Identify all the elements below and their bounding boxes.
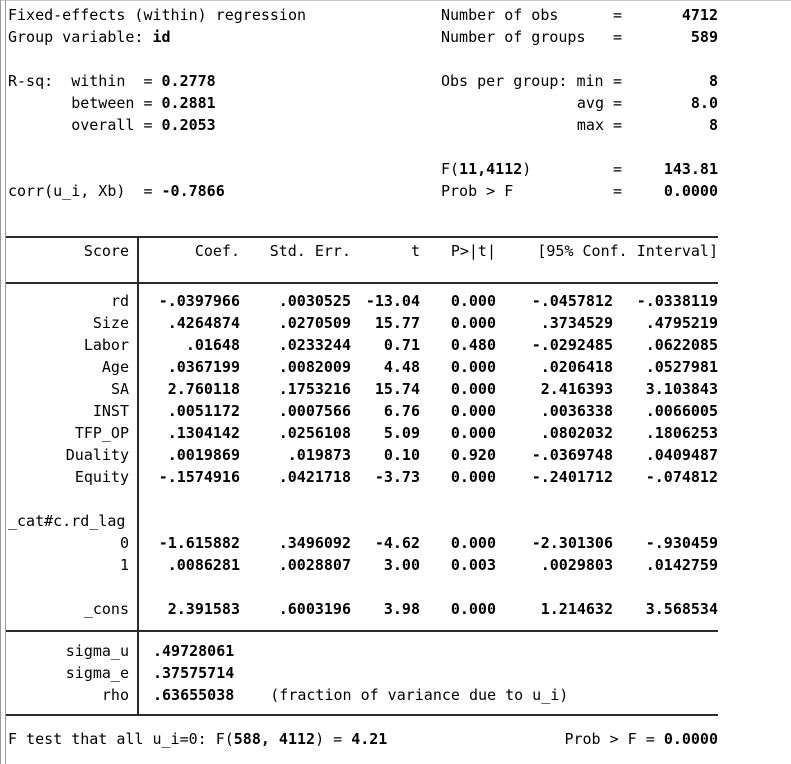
coef-value: .0367199	[167, 358, 240, 376]
stat-row-prob-f	[441, 180, 718, 202]
window-top-edge	[0, 0, 791, 1]
table-row-labor	[8, 334, 718, 356]
t-value: 3.98	[383, 600, 420, 618]
stat-row-obs-per-group-max	[441, 114, 718, 136]
rsq-overall-value: 0.2053	[161, 116, 216, 134]
sigma-e-row	[8, 662, 718, 684]
stat-value: 143.81	[663, 160, 718, 178]
rsq-between-label: between =	[8, 94, 162, 112]
table-header-rule	[6, 282, 718, 284]
equals-sign: =	[613, 160, 623, 178]
t-value: 0.71	[383, 336, 420, 354]
f-test-stat: 4.21	[351, 730, 388, 748]
table-bottom-rule	[6, 714, 718, 716]
stat-label	[441, 158, 604, 180]
ci-high-value: .1806253	[645, 424, 718, 442]
equals-sign: =	[613, 116, 623, 134]
stat-label: max	[576, 116, 604, 134]
stderr-value: .0256108	[278, 424, 351, 442]
window-left-edge-outer	[0, 0, 1, 764]
equals-sign: =	[613, 28, 623, 46]
t-value: 0.10	[383, 446, 420, 464]
f-test-df: 588, 4112	[233, 730, 316, 748]
var-label: Size	[92, 314, 129, 332]
spacer-line	[8, 136, 306, 158]
corr-line	[8, 180, 306, 202]
sigma-e-label: sigma_e	[65, 664, 129, 682]
sigma-u-label: sigma_u	[65, 642, 129, 660]
table-row-cons	[8, 598, 718, 620]
ci-high-value: -.0338119	[636, 292, 718, 310]
window-left-edge-inner	[5, 0, 6, 764]
coef-value: .01648	[185, 336, 240, 354]
coef-value: .0051172	[167, 402, 240, 420]
rsq-between-line	[8, 92, 306, 114]
stat-value: 0.0000	[663, 182, 718, 200]
corr-label: corr(u_i, Xb) =	[8, 182, 162, 200]
coef-value: .0086281	[167, 556, 240, 574]
stat-row-number-of-groups	[441, 26, 718, 48]
ci-high-value: .0066005	[645, 402, 718, 420]
stat-value: 589	[690, 28, 718, 46]
f-label-pre: F(	[441, 160, 460, 178]
rsq-within-line	[8, 70, 306, 92]
coef-value: -.0397966	[158, 292, 240, 310]
ci-low-value: 1.214632	[540, 600, 613, 618]
p-value: 0.000	[450, 380, 496, 398]
t-header: t	[410, 242, 420, 260]
p-value: 0.000	[450, 600, 496, 618]
equals-sign: =	[613, 6, 623, 24]
ci-high-value: -.074812	[645, 468, 718, 486]
var-label: _cons	[83, 600, 129, 618]
prob-f-label: Prob > F =	[564, 730, 664, 748]
p-value: 0.000	[450, 402, 496, 420]
table-row-blank	[8, 576, 718, 598]
equals-sign: =	[613, 72, 623, 90]
ci-low-value: .3734529	[540, 314, 613, 332]
table-header-row	[8, 240, 718, 262]
table-row-inst	[8, 400, 718, 422]
p-value: 0.000	[450, 424, 496, 442]
var-label: INST	[92, 402, 129, 420]
stat-row-obs-per-group-avg	[441, 92, 718, 114]
var-label: Duality	[65, 446, 129, 464]
ci-low-value: -.2401712	[531, 468, 613, 486]
var-label: rd	[110, 292, 129, 310]
regression-title: Fixed-effects (within) regression	[8, 6, 307, 24]
stat-label: Number of obs	[441, 6, 559, 24]
corr-value: -0.7866	[161, 182, 225, 200]
f-df-value: 11,4112	[459, 160, 523, 178]
spacer-line	[441, 48, 718, 70]
rho-note: (fraction of variance due to u_i)	[270, 686, 569, 704]
p-value: 0.000	[450, 468, 496, 486]
stderr-value: .0028807	[278, 556, 351, 574]
p-value: 0.003	[450, 556, 496, 574]
t-value: -13.04	[365, 292, 420, 310]
var-label: Equity	[74, 468, 129, 486]
t-value: 6.76	[383, 402, 420, 420]
table-row-cat1	[8, 554, 718, 576]
f-test-line	[8, 728, 718, 750]
rsq-overall-line	[8, 114, 306, 136]
stderr-value: .1753216	[278, 380, 351, 398]
rho-row	[8, 684, 718, 706]
t-value: 15.77	[374, 314, 420, 332]
coef-value: -.1574916	[158, 468, 240, 486]
stderr-value: .3496092	[278, 534, 351, 552]
ci-low-value: .0206418	[540, 358, 613, 376]
ci-low-value: .0029803	[540, 556, 613, 574]
t-value: 15.74	[374, 380, 420, 398]
stat-value: 8	[708, 116, 718, 134]
table-sigma-rule	[6, 630, 718, 632]
group-variable-value: id	[152, 28, 171, 46]
t-value: -3.73	[374, 468, 420, 486]
ci-low-value: -.0457812	[531, 292, 613, 310]
table-row-size	[8, 312, 718, 334]
stat-label: Prob > F	[441, 182, 514, 200]
var-label: 1	[119, 556, 129, 574]
rsq-overall-label: overall =	[8, 116, 162, 134]
ci-high-value: .0622085	[645, 336, 718, 354]
sigma-u-row	[8, 640, 718, 662]
p-value: 0.000	[450, 292, 496, 310]
f-label-post: )	[522, 160, 532, 178]
spacer-line	[8, 158, 306, 180]
stat-row-obs-per-group-min	[441, 70, 718, 92]
ci-high-value: 3.103843	[645, 380, 718, 398]
ci-low-value: -.0292485	[531, 336, 613, 354]
table-row-interaction-group	[8, 510, 718, 532]
stderr-value: .019873	[287, 446, 351, 464]
coef-header: Coef.	[194, 242, 240, 260]
f-test-pre: F test that all u_i=0: F(	[8, 730, 234, 748]
stat-value: 8.0	[690, 94, 718, 112]
rho-value: .63655038	[153, 686, 235, 704]
coef-value: 2.391583	[167, 600, 240, 618]
ci-low-value: -.0369748	[531, 446, 613, 464]
stderr-value: .0270509	[278, 314, 351, 332]
interaction-group-label: _cat#c.rd_lag	[8, 512, 126, 530]
stat-row-f-statistic	[441, 158, 718, 180]
coef-table-header	[8, 240, 718, 262]
coef-value: -1.615882	[158, 534, 240, 552]
column-gap	[129, 240, 139, 262]
t-value: 3.00	[383, 556, 420, 574]
t-value: 4.48	[383, 358, 420, 376]
stderr-value: .0233244	[278, 336, 351, 354]
p-value: 0.000	[450, 358, 496, 376]
table-row-tfp-op	[8, 422, 718, 444]
p-value: 0.000	[450, 314, 496, 332]
stderr-value: .0421718	[278, 468, 351, 486]
var-label: Age	[101, 358, 129, 376]
stderr-value: .0007566	[278, 402, 351, 420]
rsq-within-label: R-sq: within =	[8, 72, 162, 90]
ci-high-value: .0142759	[645, 556, 718, 574]
stat-label: avg	[576, 94, 604, 112]
stat-value: 8	[708, 72, 718, 90]
table-row-blank	[8, 488, 718, 510]
ci-low-value: -2.301306	[531, 534, 613, 552]
stderr-value: .6003196	[278, 600, 351, 618]
coef-value: .4264874	[167, 314, 240, 332]
coef-value: .0019869	[167, 446, 240, 464]
f-test-right	[564, 728, 718, 750]
t-value: -4.62	[374, 534, 420, 552]
coef-value: 2.760118	[167, 380, 240, 398]
table-row-sa	[8, 378, 718, 400]
prob-f-value: 0.0000	[663, 730, 718, 748]
model-header-block	[8, 4, 306, 202]
table-row-equity	[8, 466, 718, 488]
stderr-value: .0030525	[278, 292, 351, 310]
ci-high-value: .4795219	[645, 314, 718, 332]
ci-low-value: .0802032	[540, 424, 613, 442]
table-row-cat0	[8, 532, 718, 554]
table-row-age	[8, 356, 718, 378]
rsq-between-value: 0.2881	[161, 94, 216, 112]
spacer-line	[441, 136, 718, 158]
coef-table-body	[8, 290, 718, 620]
stats-block	[441, 4, 718, 202]
rho-label: rho	[101, 686, 129, 704]
sigma-e-value: .37575714	[153, 664, 235, 682]
var-label: SA	[110, 380, 129, 398]
stat-value: 4712	[681, 6, 718, 24]
variance-components-block	[8, 640, 718, 706]
depvar-header: Score	[83, 242, 129, 260]
stat-label: Number of groups	[441, 28, 586, 46]
ci-high-value: -.930459	[645, 534, 718, 552]
t-value: 5.09	[383, 424, 420, 442]
stat-label: Obs per group: min	[441, 72, 604, 90]
stderr-value: .0082009	[278, 358, 351, 376]
group-variable-label: Group variable:	[8, 28, 153, 46]
rsq-within-value: 0.2778	[161, 72, 216, 90]
f-test-left	[8, 728, 387, 750]
ci-high-value: .0409487	[645, 446, 718, 464]
group-variable-line	[8, 26, 306, 48]
p-value: 0.920	[450, 446, 496, 464]
ci-high-value: 3.568534	[645, 600, 718, 618]
ci-low-value: 2.416393	[540, 380, 613, 398]
p-header: P>|t|	[450, 242, 496, 260]
var-label: 0	[119, 534, 129, 552]
stderr-header: Std. Err.	[269, 242, 351, 260]
spacer-line	[8, 48, 306, 70]
var-label: Labor	[83, 336, 129, 354]
ci-high-value: .0527981	[645, 358, 718, 376]
coef-value: .1304142	[167, 424, 240, 442]
ci-header: [95% Conf. Interval]	[537, 242, 718, 260]
stat-row-number-of-obs	[441, 4, 718, 26]
table-row-duality	[8, 444, 718, 466]
table-top-rule	[6, 236, 718, 238]
table-row-rd	[8, 290, 718, 312]
p-value: 0.480	[450, 336, 496, 354]
p-value: 0.000	[450, 534, 496, 552]
var-label: TFP_OP	[74, 424, 129, 442]
f-test-mid: ) =	[315, 730, 352, 748]
sigma-u-value: .49728061	[153, 642, 235, 660]
equals-sign: =	[613, 94, 623, 112]
equals-sign: =	[613, 182, 623, 200]
ci-low-value: .0036338	[540, 402, 613, 420]
